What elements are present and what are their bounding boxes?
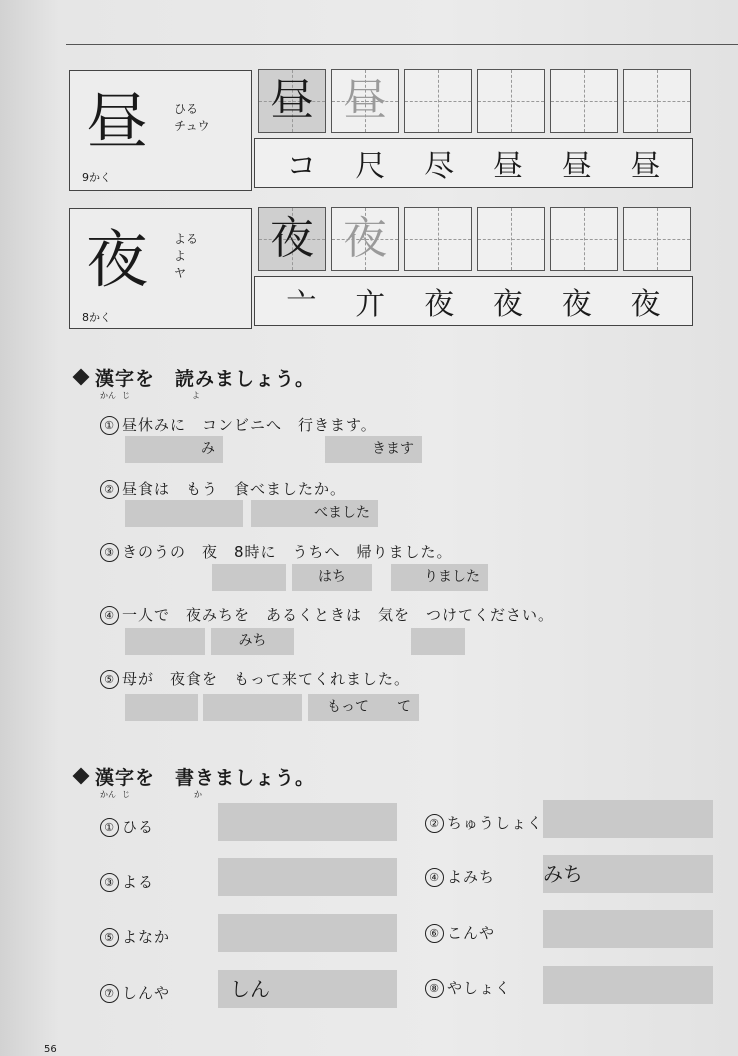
writing-section-title: 漢字を 書きましょう。	[75, 763, 315, 790]
writing-item-1: ① ひる	[100, 816, 154, 837]
kanji-hiru: 昼	[86, 85, 149, 158]
answer-box[interactable]	[203, 694, 302, 721]
answer-box[interactable]: きます	[325, 436, 422, 463]
practice-grid-yoru	[258, 207, 691, 271]
reading-sentence-5: ⑤ 母が 夜食を もって来てくれました。	[100, 668, 410, 689]
stroke-step: 昼	[630, 149, 661, 184]
writing-answer-box[interactable]	[543, 800, 713, 838]
stroke-step: 夜	[492, 287, 523, 322]
stroke-count: 8かく	[82, 311, 111, 324]
kanji-card-yoru	[69, 208, 252, 329]
writing-answer-box[interactable]	[218, 914, 397, 952]
writing-item-7: ⑦ しんや	[100, 982, 170, 1003]
answer-box[interactable]	[125, 500, 243, 527]
stroke-step: 昼	[492, 149, 523, 184]
practice-square[interactable]	[404, 69, 472, 133]
practice-square[interactable]	[623, 69, 691, 133]
furigana: かん	[100, 790, 116, 799]
writing-item-2: ② ちゅうしょく	[425, 812, 543, 833]
writing-answer-box[interactable]: みち	[543, 855, 713, 893]
stroke-step: 尺	[355, 149, 386, 184]
answer-box[interactable]	[411, 628, 465, 655]
furigana: か	[194, 790, 202, 799]
answer-box[interactable]: べました	[251, 500, 378, 527]
stroke-order-row-yoru	[254, 276, 693, 326]
practice-square[interactable]	[477, 207, 545, 271]
stroke-step: 夜	[561, 287, 592, 322]
answer-box[interactable]: はち	[292, 564, 372, 591]
furigana: よ	[192, 391, 200, 400]
writing-item-6: ⑥ こんや	[425, 922, 495, 943]
reading-sentence-1: ① 昼休みに コンビニへ 行きます。	[100, 414, 377, 435]
writing-item-5: ⑤ よなか	[100, 926, 170, 947]
trace-square: 昼	[331, 69, 399, 133]
practice-grid-hiru	[258, 69, 691, 133]
stroke-order-row-hiru	[254, 138, 693, 188]
trace-square: 夜	[331, 207, 399, 271]
practice-square[interactable]	[404, 207, 472, 271]
stroke-step: 亠	[286, 287, 317, 322]
top-rule	[66, 44, 738, 45]
model-square: 夜	[258, 207, 326, 271]
answer-box[interactable]: もって て	[308, 694, 419, 721]
stroke-step: 夜	[424, 287, 455, 322]
on-reading: ヤ	[174, 266, 187, 280]
reading-sentence-2: ② 昼食は もう 食べましたか。	[100, 478, 346, 499]
stroke-step: 亣	[355, 287, 386, 322]
practice-square[interactable]	[623, 207, 691, 271]
stroke-count: 9かく	[82, 171, 111, 184]
answer-box[interactable]: みち	[211, 628, 294, 655]
answer-box[interactable]	[125, 628, 205, 655]
practice-square[interactable]	[550, 69, 618, 133]
model-square: 昼	[258, 69, 326, 133]
writing-answer-box[interactable]	[543, 966, 713, 1004]
kun-reading: ひる	[174, 102, 199, 116]
writing-item-4: ④ よみち	[425, 866, 495, 887]
reading-sentence-3: ③ きのうの 夜 8時に うちへ 帰りました。	[100, 541, 453, 562]
furigana: かん	[100, 391, 116, 400]
answer-box[interactable]: み	[125, 436, 223, 463]
writing-answer-box[interactable]	[218, 858, 397, 896]
answer-box[interactable]: りました	[391, 564, 488, 591]
practice-square[interactable]	[477, 69, 545, 133]
writing-answer-box[interactable]	[543, 910, 713, 948]
writing-answer-box[interactable]	[218, 803, 397, 841]
answer-box[interactable]	[125, 694, 198, 721]
diamond-icon	[73, 768, 90, 785]
reading-sentence-4: ④ 一人で 夜みちを あるくときは 気を つけてください。	[100, 604, 554, 625]
kanji-card-hiru	[69, 70, 252, 191]
stroke-step: 尽	[424, 149, 455, 184]
kun-reading: よる	[174, 232, 199, 246]
kanji-yoru: 夜	[86, 223, 149, 296]
answer-box[interactable]	[212, 564, 286, 591]
writing-item-3: ③ よる	[100, 871, 154, 892]
stroke-step: 夜	[630, 287, 661, 322]
on-reading: チュウ	[174, 119, 210, 133]
furigana: じ	[122, 391, 130, 400]
reading-section-title: 漢字を 読みましょう。	[75, 364, 315, 391]
furigana: じ	[122, 790, 130, 799]
writing-answer-box[interactable]: しん	[218, 970, 397, 1008]
diamond-icon	[73, 369, 90, 386]
stroke-step: 昼	[561, 149, 592, 184]
stroke-step: コ	[286, 149, 317, 184]
writing-item-8: ⑧ やしょく	[425, 977, 511, 998]
practice-square[interactable]	[550, 207, 618, 271]
page-number: 56	[44, 1044, 57, 1055]
kun-reading-2: よ	[174, 249, 187, 263]
